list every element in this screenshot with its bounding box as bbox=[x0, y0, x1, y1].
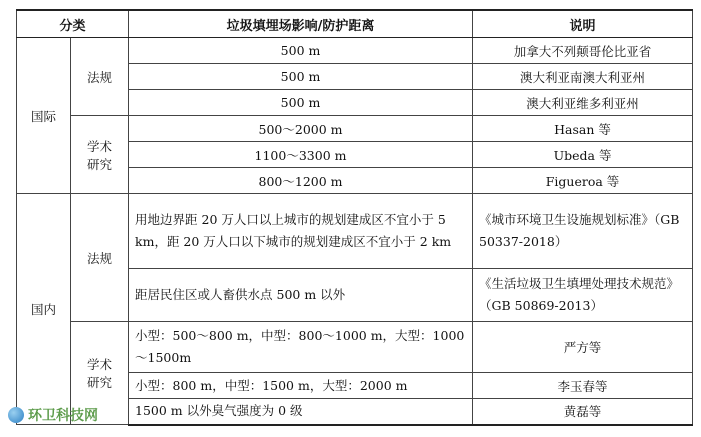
subgroup-label-line: 学术 bbox=[87, 138, 113, 154]
note-cell: 李玉春等 bbox=[473, 373, 693, 399]
landfill-distance-table bbox=[16, 9, 693, 426]
distance-cell: 500 m bbox=[129, 64, 473, 90]
table-row bbox=[17, 116, 693, 142]
note-cell: 黄磊等 bbox=[473, 399, 693, 425]
distance-cell: 800～1200 m bbox=[129, 168, 473, 194]
table-row bbox=[17, 194, 693, 269]
distance-cell: 500 m bbox=[129, 38, 473, 64]
subgroup-regulation: 法规 bbox=[71, 194, 129, 322]
note-cell: Ubeda 等 bbox=[473, 142, 693, 168]
subgroup-label-line: 学术 bbox=[87, 357, 113, 372]
subgroup-label-line: 研究 bbox=[87, 375, 113, 390]
note-cell: 《生活垃圾卫生填埋处理技术规范》（GB 50869-2013） bbox=[473, 269, 693, 322]
distance-cell: 小型：500～800 m，中型：800～1000 m，大型：1000～1500m bbox=[129, 322, 473, 373]
note-cell: 加拿大不列颠哥伦比亚省 bbox=[473, 38, 693, 64]
distance-cell: 1500 m 以外臭气强度为 0 级 bbox=[129, 399, 473, 425]
note-cell: 澳大利亚维多利亚州 bbox=[473, 90, 693, 116]
subgroup-regulation: 法规 bbox=[71, 38, 129, 116]
note-cell: Figueroa 等 bbox=[473, 168, 693, 194]
distance-cell: 500 m bbox=[129, 90, 473, 116]
table-row bbox=[17, 38, 693, 64]
group-international: 国际 bbox=[17, 38, 71, 194]
watermark-text: 环卫科技网 bbox=[28, 408, 98, 424]
table-row bbox=[17, 322, 693, 373]
group-domestic: 国内 bbox=[17, 194, 71, 425]
subgroup-label-line: 研究 bbox=[87, 156, 113, 172]
watermark bbox=[8, 405, 98, 425]
distance-cell: 用地边界距 20 万人口以上城市的规划建成区不宜小于 5 km，距 20 万人口以下城市的规划建成区不宜小于 2 km bbox=[129, 194, 473, 269]
note-cell: 澳大利亚南澳大利亚州 bbox=[473, 64, 693, 90]
header-note: 说明 bbox=[473, 10, 693, 38]
distance-cell: 500～2000 m bbox=[129, 116, 473, 142]
note-cell: 《城市环境卫生设施规划标准》（GB 50337-2018） bbox=[473, 194, 693, 269]
note-cell: Hasan 等 bbox=[473, 116, 693, 142]
header-impact-distance: 垃圾填埋场影响/防护距离 bbox=[129, 10, 473, 38]
distance-cell: 小型：800 m，中型：1500 m，大型：2000 m bbox=[129, 373, 473, 399]
header-category: 分类 bbox=[17, 10, 129, 38]
subgroup-academic bbox=[71, 116, 129, 194]
distance-cell: 1100～3300 m bbox=[129, 142, 473, 168]
table-header-row bbox=[17, 10, 693, 38]
distance-cell: 距居民住区或人畜供水点 500 m 以外 bbox=[129, 269, 473, 322]
globe-icon bbox=[8, 407, 24, 423]
note-cell: 严方等 bbox=[473, 322, 693, 373]
